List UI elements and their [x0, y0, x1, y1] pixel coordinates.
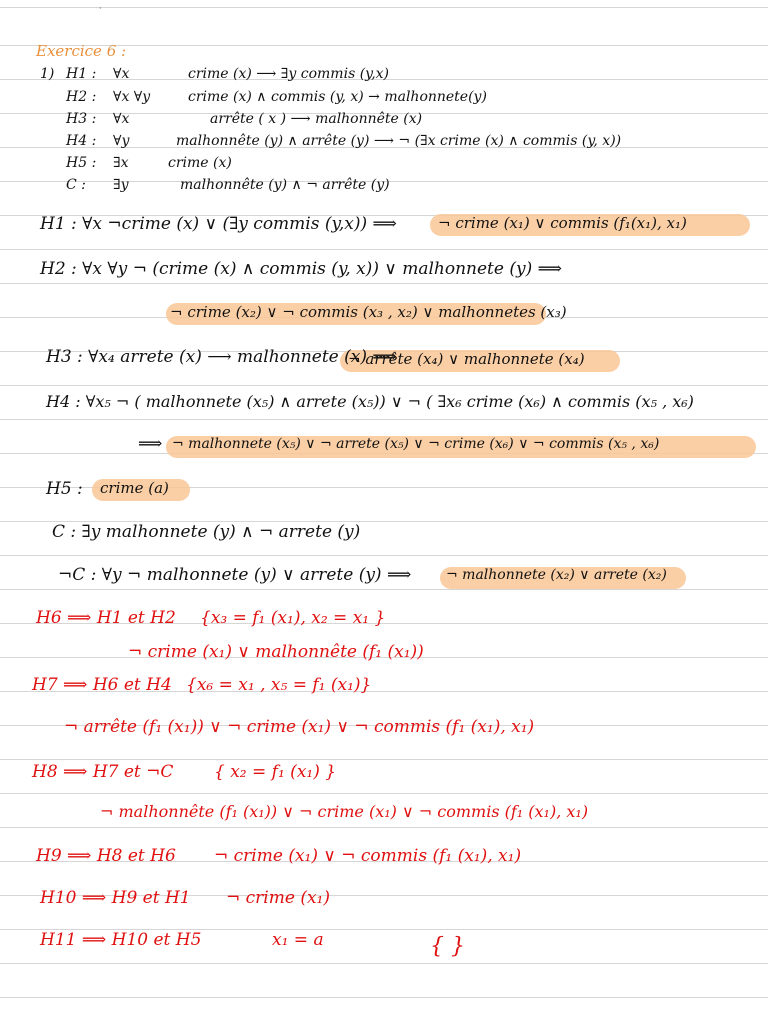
hyp-h1-label: H1 : — [66, 66, 97, 82]
clause-h3-left: H3 : ∀x₄ arrete (x) ⟶ malhonnete (x) ⟹ — [46, 347, 397, 367]
hyp-h3-label: H3 : — [66, 111, 97, 127]
clause-not-c-right: ¬ malhonnete (x₂) ∨ arrete (x₂) — [446, 567, 667, 583]
hyp-h4-formula: malhonnête (y) ∧ arrête (y) ⟶ ¬ (∃x crime (x) ∧ commis (y, x)) — [176, 133, 622, 149]
hyp-h3-formula: arrête ( x ) ⟶ malhonnête (x) — [210, 111, 423, 127]
hyp-h2-label: H2 : — [66, 89, 97, 105]
clause-h4-right: ¬ malhonnete (x₅) ∨ ¬ arrete (x₅) ∨ ¬ crime (x₆) ∨ ¬ commis (x₅ , x₆) — [172, 436, 660, 452]
conclusion-formula: malhonnête (y) ∧ ¬ arrête (y) — [180, 177, 390, 193]
hyp-h5-quantifier: ∃x — [113, 155, 129, 171]
res-h9-head: H9 ⟹ H8 et H6 — [36, 846, 176, 866]
clause-h4-arrow: ⟹ — [138, 434, 163, 454]
hyp-h4-label: H4 : — [66, 133, 97, 149]
hyp-h1-quantifier: ∀x — [113, 66, 130, 82]
res-h8-head: H8 ⟹ H7 et ¬C — [32, 762, 174, 782]
clause-h2-left: H2 : ∀x ∀y ¬ (crime (x) ∧ commis (y, x)) ∨ malhonnete (y) ⟹ — [40, 259, 562, 279]
res-h7-head: H7 ⟹ H6 et H4 — [32, 675, 172, 695]
clause-h3-right: ¬ arrête (x₄) ∨ malhonnete (x₄) — [348, 350, 585, 368]
res-h6-subst: {x₃ = f₁ (x₁), x₂ = x₁ } — [200, 608, 386, 628]
res-h10-head: H10 ⟹ H9 et H1 — [40, 888, 191, 908]
clause-h1-right: ¬ crime (x₁) ∨ commis (f₁(x₁), x₁) — [438, 214, 687, 232]
res-h9-result: ¬ crime (x₁) ∨ ¬ commis (f₁ (x₁), x₁) — [214, 846, 522, 866]
stray-dot: · — [99, 4, 102, 13]
res-h6-head: H6 ⟹ H1 et H2 — [36, 608, 176, 628]
hyp-h4-quantifier: ∀y — [113, 133, 130, 149]
res-h8-subst: { x₂ = f₁ (x₁) } — [214, 762, 337, 782]
res-h11-head: H11 ⟹ H10 et H5 — [40, 930, 202, 950]
exercise-title: Exercice 6 : — [36, 42, 127, 60]
clause-h1-left: H1 : ∀x ¬crime (x) ∨ (∃y commis (y,x)) ⟹ — [40, 214, 397, 234]
clause-h5-right: crime (a) — [100, 479, 169, 497]
hyp-h2-quantifier: ∀x ∀y — [113, 89, 151, 105]
clause-h5-label: H5 : — [46, 479, 83, 499]
clause-h2-right: ¬ crime (x₂) ∨ ¬ commis (x₃ , x₂) ∨ malhonnetes (x₃) — [170, 303, 567, 321]
hyp-h3-quantifier: ∀x — [113, 111, 130, 127]
hyp-h1-formula: crime (x) ⟶ ∃y commis (y,x) — [188, 66, 390, 82]
res-h10-result: ¬ crime (x₁) — [226, 888, 330, 908]
res-empty-clause: { } — [430, 934, 465, 959]
clause-c: C : ∃y malhonnete (y) ∧ ¬ arrete (y) — [52, 522, 361, 542]
conclusion-label: C : — [66, 177, 86, 193]
part-number: 1) — [40, 66, 55, 82]
res-h6-result: ¬ crime (x₁) ∨ malhonnête (f₁ (x₁)) — [128, 642, 424, 662]
hyp-h5-label: H5 : — [66, 155, 97, 171]
conclusion-quantifier: ∃y — [113, 177, 129, 193]
clause-h4-left: H4 : ∀x₅ ¬ ( malhonnete (x₅) ∧ arrete (x₅)) ∨ ¬ ( ∃x₆ crime (x₆) ∧ commis (x₅ , x₆) — [46, 392, 694, 411]
res-h11-subst: x₁ = a — [272, 930, 324, 950]
hyp-h5-formula: crime (x) — [168, 155, 232, 171]
res-h8-result: ¬ malhonnête (f₁ (x₁)) ∨ ¬ crime (x₁) ∨ ¬ commis (f₁ (x₁), x₁) — [100, 802, 589, 821]
res-h7-result: ¬ arrête (f₁ (x₁)) ∨ ¬ crime (x₁) ∨ ¬ commis (f₁ (x₁), x₁) — [64, 717, 535, 737]
hyp-h2-formula: crime (x) ∧ commis (y, x) → malhonnete(y) — [188, 89, 487, 105]
clause-not-c-left: ¬C : ∀y ¬ malhonnete (y) ∨ arrete (y) ⟹ — [58, 565, 412, 585]
res-h7-subst: {x₆ = x₁ , x₅ = f₁ (x₁)} — [186, 675, 372, 695]
